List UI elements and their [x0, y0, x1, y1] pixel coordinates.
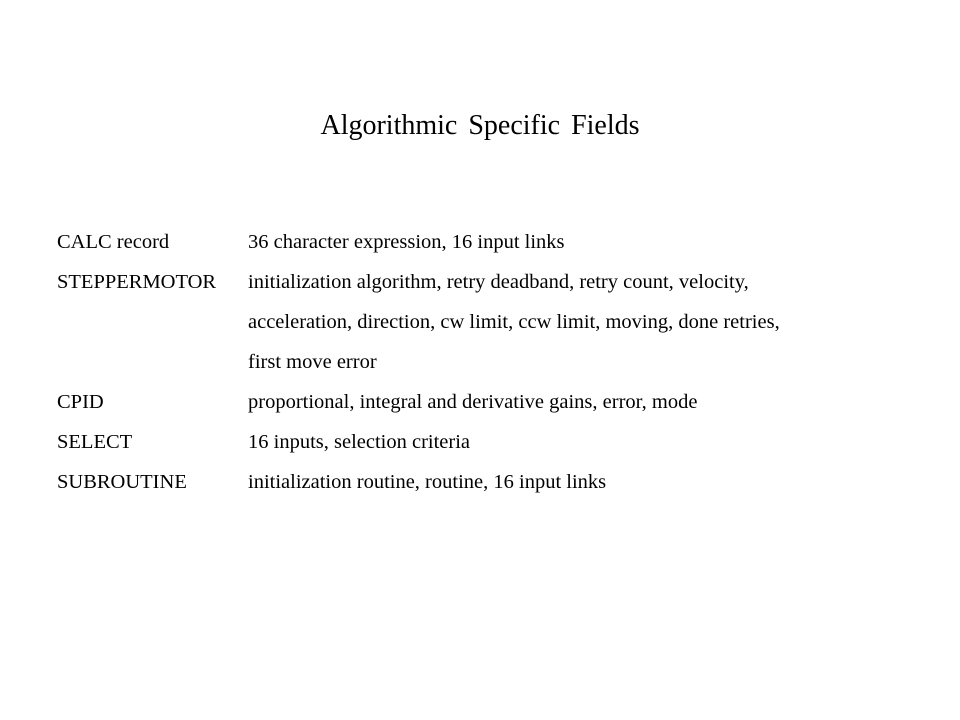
table-row [57, 302, 937, 342]
table-row [57, 422, 937, 462]
record-type-label: CPID [57, 391, 104, 413]
record-type-label: SELECT [57, 431, 133, 453]
field-description: acceleration, direction, cw limit, ccw limit, moving, done retries, [248, 311, 780, 333]
field-description: first move error [248, 351, 377, 373]
field-description: initialization algorithm, retry deadband, retry count, velocity, [248, 271, 749, 293]
slide-title: Algorithmic Specific Fields [320, 110, 640, 141]
field-description: 36 character expression, 16 input links [248, 231, 565, 253]
field-description: 16 inputs, selection criteria [248, 431, 471, 453]
record-type-label: STEPPERMOTOR [57, 271, 217, 293]
record-type-label: CALC record [57, 231, 170, 253]
record-type-label: SUBROUTINE [57, 471, 187, 493]
table-row [57, 222, 937, 262]
table-row [57, 342, 937, 382]
field-table [57, 222, 937, 502]
table-row [57, 382, 937, 422]
table-row [57, 462, 937, 502]
field-description: initialization routine, routine, 16 input links [248, 471, 607, 493]
table-row [57, 262, 937, 302]
field-description: proportional, integral and derivative gains, error, mode [248, 391, 698, 413]
